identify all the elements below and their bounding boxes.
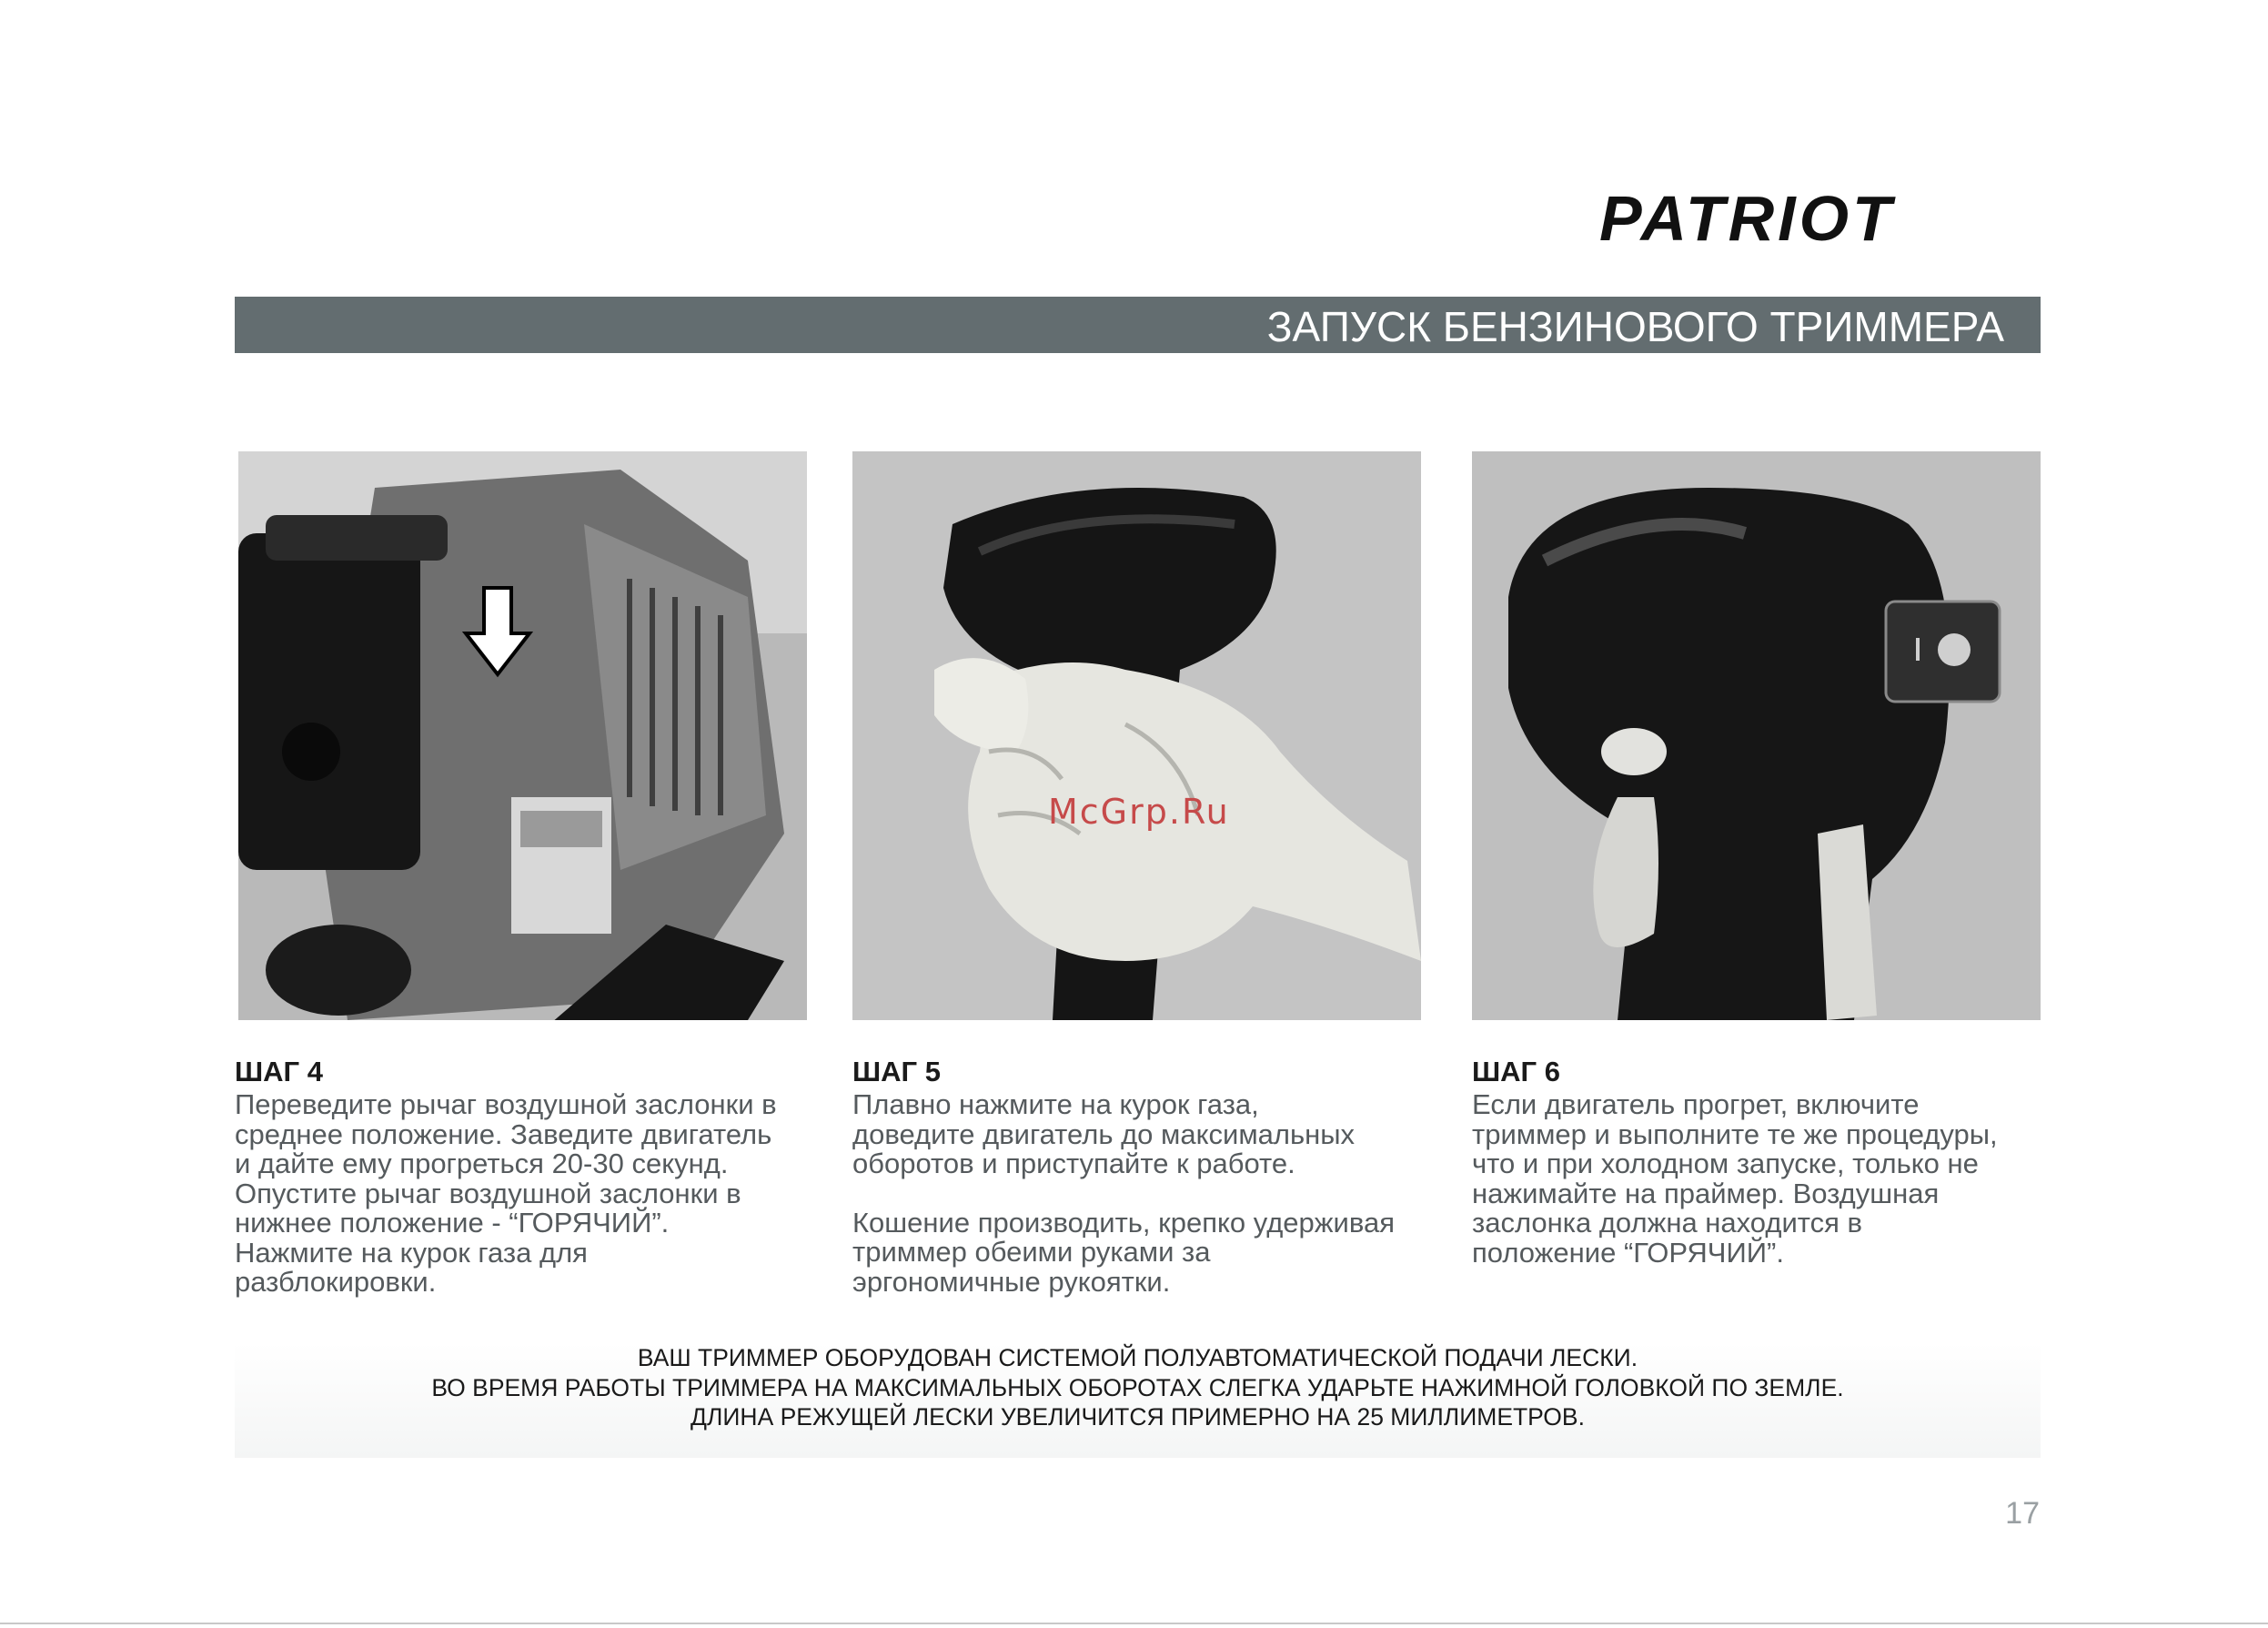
step-5-text	[852, 1090, 1435, 1297]
step-6-paragraph: Если двигатель прогрет, включите триммер и выполните те же процедуры, что и при холодном запуске, только не нажимайте на праймер. Воздушная заслонка должна находится в положение “ГОРЯЧИЙ”.	[1472, 1088, 1998, 1269]
step-5-title: ШАГ 5	[852, 1056, 941, 1087]
watermark: McGrp.Ru	[1048, 792, 1230, 832]
notice-line: ДЛИНА РЕЖУЩЕЙ ЛЕСКИ УВЕЛИЧИТСЯ ПРИМЕРНО НА 25 МИЛЛИМЕТРОВ.	[690, 1403, 1585, 1431]
notice-line: ВО ВРЕМЯ РАБОТЫ ТРИММЕРА НА МАКСИМАЛЬНЫХ ОБОРОТАХ СЛЕГКА УДАРЬТЕ НАЖИМНОЙ ГОЛОВКОЙ ПО ЗЕМЛЕ.	[431, 1373, 1844, 1401]
handle-switch-photo	[1472, 451, 2041, 1020]
step-4-text	[235, 1090, 817, 1298]
patriot-logo	[1598, 187, 1971, 244]
page-number: 17	[2005, 1496, 2040, 1531]
step-5-paragraph-2: Кошение производить, крепко удерживая триммер обеими руками за эргономичные рукоятки.	[852, 1206, 1395, 1298]
engine-choke-lever-photo	[238, 451, 807, 1020]
page-title: ЗАПУСК БЕНЗИНОВОГО ТРИММЕРА	[1266, 303, 2004, 350]
gloved-hand-throttle-photo	[852, 451, 1421, 1020]
step-4-title: ШАГ 4	[235, 1056, 323, 1087]
step-6-text	[1472, 1090, 2054, 1268]
bottom-divider	[0, 1623, 2268, 1624]
step-6-title: ШАГ 6	[1472, 1056, 1560, 1087]
notice-line: ВАШ ТРИММЕР ОБОРУДОВАН СИСТЕМОЙ ПОЛУАВТОМАТИЧЕСКОЙ ПОДАЧИ ЛЕСКИ.	[637, 1344, 1638, 1371]
line-feed-notice	[235, 1343, 2041, 1458]
step-4-paragraph: Переведите рычаг воздушной заслонки в среднее положение. Заведите двигатель и дайте ему прогреться 20-30 секунд. Опустите рычаг воздушной заслонки в нижнее положение - “ГОРЯЧИЙ”. Нажмите на курок газа для разблокировки.	[235, 1088, 777, 1298]
patriot-logo-text: PATRIOT	[1599, 187, 1895, 244]
section-title-bar	[235, 297, 2041, 353]
step-5-paragraph-1: Плавно нажмите на курок газа, доведите двигатель до максимальных оборотов и приступайте к работе.	[852, 1088, 1356, 1179]
